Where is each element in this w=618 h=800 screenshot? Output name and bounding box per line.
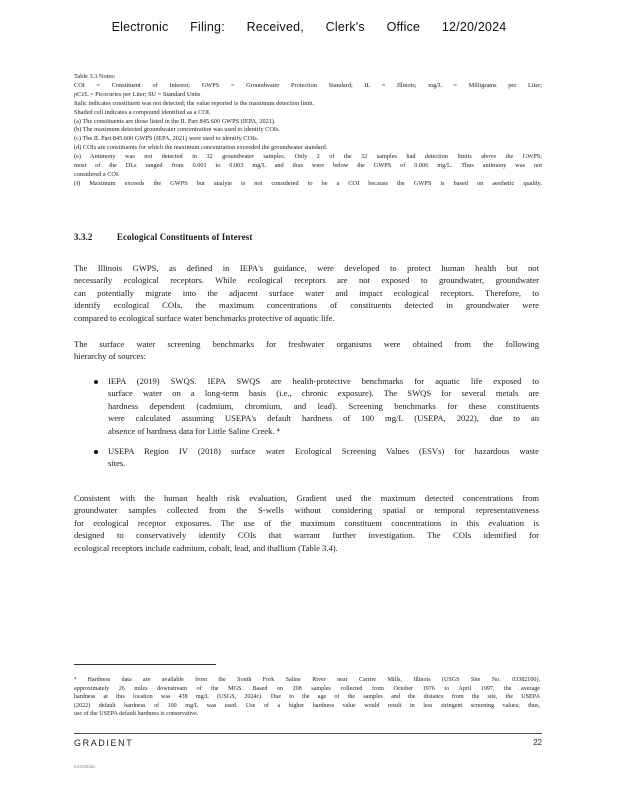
- footnote-divider: [74, 664, 216, 665]
- notes-line: COI = Constituent of Interest; GWPS = Groundwater Protection Standard; IL = Illinois; mg/L = Milligrams per Liter;: [74, 81, 542, 89]
- bullet-icon: [94, 450, 98, 454]
- notes-line: most of the DLs ranged from 0.001 to 0.003 mg/L and thus were below the GWPS of 0.006 mg/L. Thus antimony was not: [74, 162, 542, 170]
- section-heading: [74, 232, 374, 242]
- notes-line: (a) The constituents are those listed in the IL Part 845.600 GWPS (IEPA, 2021).: [74, 117, 276, 125]
- paragraph-line: for ecological receptor exposures. The use of the maximum constituent concentrations in this evaluation is: [74, 517, 539, 528]
- notes-line: Italic indicates constituent was not detected; the value reported is the maximum detection limit.: [74, 99, 315, 107]
- header-filing: Filing:: [190, 20, 225, 34]
- header-date: 12/20/2024: [441, 20, 507, 34]
- notes-line: (b) The maximum detected groundwater concentration was used to identify COIs.: [74, 126, 281, 134]
- list-item-line: USEPA Region IV (2018) surface water Ecological Screening Values (ESVs) for hazardous waste: [108, 446, 539, 457]
- footnote-line: (2022) default hardness of 100 mg/L was used. Use of a higher hardness value would result in less stringent screening values; thus,: [74, 702, 540, 709]
- paragraph-line: Consistent with the human health risk evaluation, Gradient used the maximum detected concentrations from: [74, 493, 539, 503]
- header-clerks: Clerk's: [325, 20, 365, 34]
- company-logo: GRADIENT: [74, 738, 134, 748]
- notes-line: considered a COI.: [74, 170, 120, 178]
- document-id: K2236fdoc: [74, 764, 96, 769]
- table-notes: [74, 73, 542, 189]
- paragraph-line: can potentially migrate into the adjacent surface water and impact ecological receptors. Therefore, to: [74, 287, 539, 298]
- paragraph-intro: [74, 262, 539, 324]
- list-item-line: sites.: [108, 458, 126, 469]
- notes-line: (f) Maximum exceeds the GWPS but analyte is not considered to be a COI because the GWPS is based on aesthetic quality.: [74, 179, 542, 187]
- paragraph-sources: [74, 338, 539, 363]
- notes-line: Shaded cell indicates a compound identified as a COI.: [74, 108, 211, 116]
- header-office: Office: [386, 20, 421, 34]
- filing-header: [0, 20, 618, 34]
- bullet-icon: [94, 380, 98, 384]
- notes-title: Table 3.3 Notes:: [74, 73, 116, 80]
- header-received: Received,: [246, 20, 304, 34]
- notes-line: (e) Antimony was not detected in 32 groundwater samples. Only 2 of the 32 samples had detection limits above the GWPS;: [74, 153, 542, 161]
- paragraph-line: identify ecological COIs, the maximum concentrations of constituents detected in groundwater were: [74, 300, 539, 311]
- page-number: 22: [533, 738, 542, 747]
- footer-divider: [74, 733, 542, 734]
- list-item: [94, 445, 539, 470]
- footnote-line: ⁴ Hardness data are available from the South Fork Saline River near Carrier Mills, Illinois (USGS Site No. 03382100),: [74, 677, 540, 683]
- section-title: Ecological Constituents of Interest: [116, 232, 253, 242]
- paragraph-line: groundwater samples collected from the S-wells without considering spatial or temporal representativeness: [74, 505, 539, 516]
- notes-line: (d) COIs are constituents for which the maximum concentration exceeded the groundwater standard.: [74, 144, 328, 152]
- paragraph-line: The Illinois GWPS, as defined in IEPA's guidance, were developed to protect human health but not: [74, 263, 539, 273]
- list-item: [94, 375, 539, 437]
- paragraph-line: hierarchy of sources:: [74, 351, 147, 362]
- paragraph-line: necessarily ecological receptors. While ecological receptors are not exposed to groundwater, groundwater: [74, 275, 539, 286]
- notes-line: pCi/L = Picocuries per Liter; SU = Standard Units: [74, 90, 201, 98]
- list-item-line: IEPA (2019) SWQS. IEPA SWQS are health-protective benchmarks for aquatic life exposed to: [108, 376, 539, 386]
- paragraph-line: compared to ecological surface water benchmarks protective of aquatic life.: [74, 312, 335, 323]
- footnote-line: hardness at this location was 438 mg/L (USGS, 2024c). Due to the age of the samples and the distance from the site, the USEPA: [74, 694, 540, 701]
- list-item-line: hardness dependent (cadmium, chromium, and lead). Screening benchmarks for these constituents: [108, 400, 539, 411]
- footnote-line: use of the USEPA default hardness is conservative.: [74, 711, 199, 718]
- list-item-line: absence of hardness data for Little Saline Creek. ⁴: [108, 425, 280, 436]
- footnote: [74, 676, 540, 719]
- paragraph-line: ecological receptors include cadmium, cobalt, lead, and thallium (Table 3.4).: [74, 542, 338, 553]
- list-item-line: were calculated assuming USEPA's default hardness of 100 mg/L (USEPA, 2022), due to an: [108, 413, 539, 424]
- notes-line: (c) The IL Part 845.600 GWPS (IEPA, 2021) were used to identify COIs.: [74, 135, 259, 143]
- section-number: 3.3.2: [74, 232, 93, 242]
- header-electronic: Electronic: [111, 20, 169, 34]
- paragraph-conclusion: [74, 492, 539, 554]
- paragraph-line: The surface water screening benchmarks for freshwater organisms were obtained from the following: [74, 339, 539, 349]
- list-item-line: surface water on a long-term basis (i.e., chronic exposure). The SWQS for several metals are: [108, 388, 539, 399]
- paragraph-line: designed to conservatively identify COIs that warrant further investigation. The COIs identified for: [74, 530, 539, 541]
- footnote-line: approximately 26 miles downstream of the MGS. Based on 208 samples collected from October 1976 to April 1997, the average: [74, 685, 540, 692]
- source-list: [94, 375, 539, 478]
